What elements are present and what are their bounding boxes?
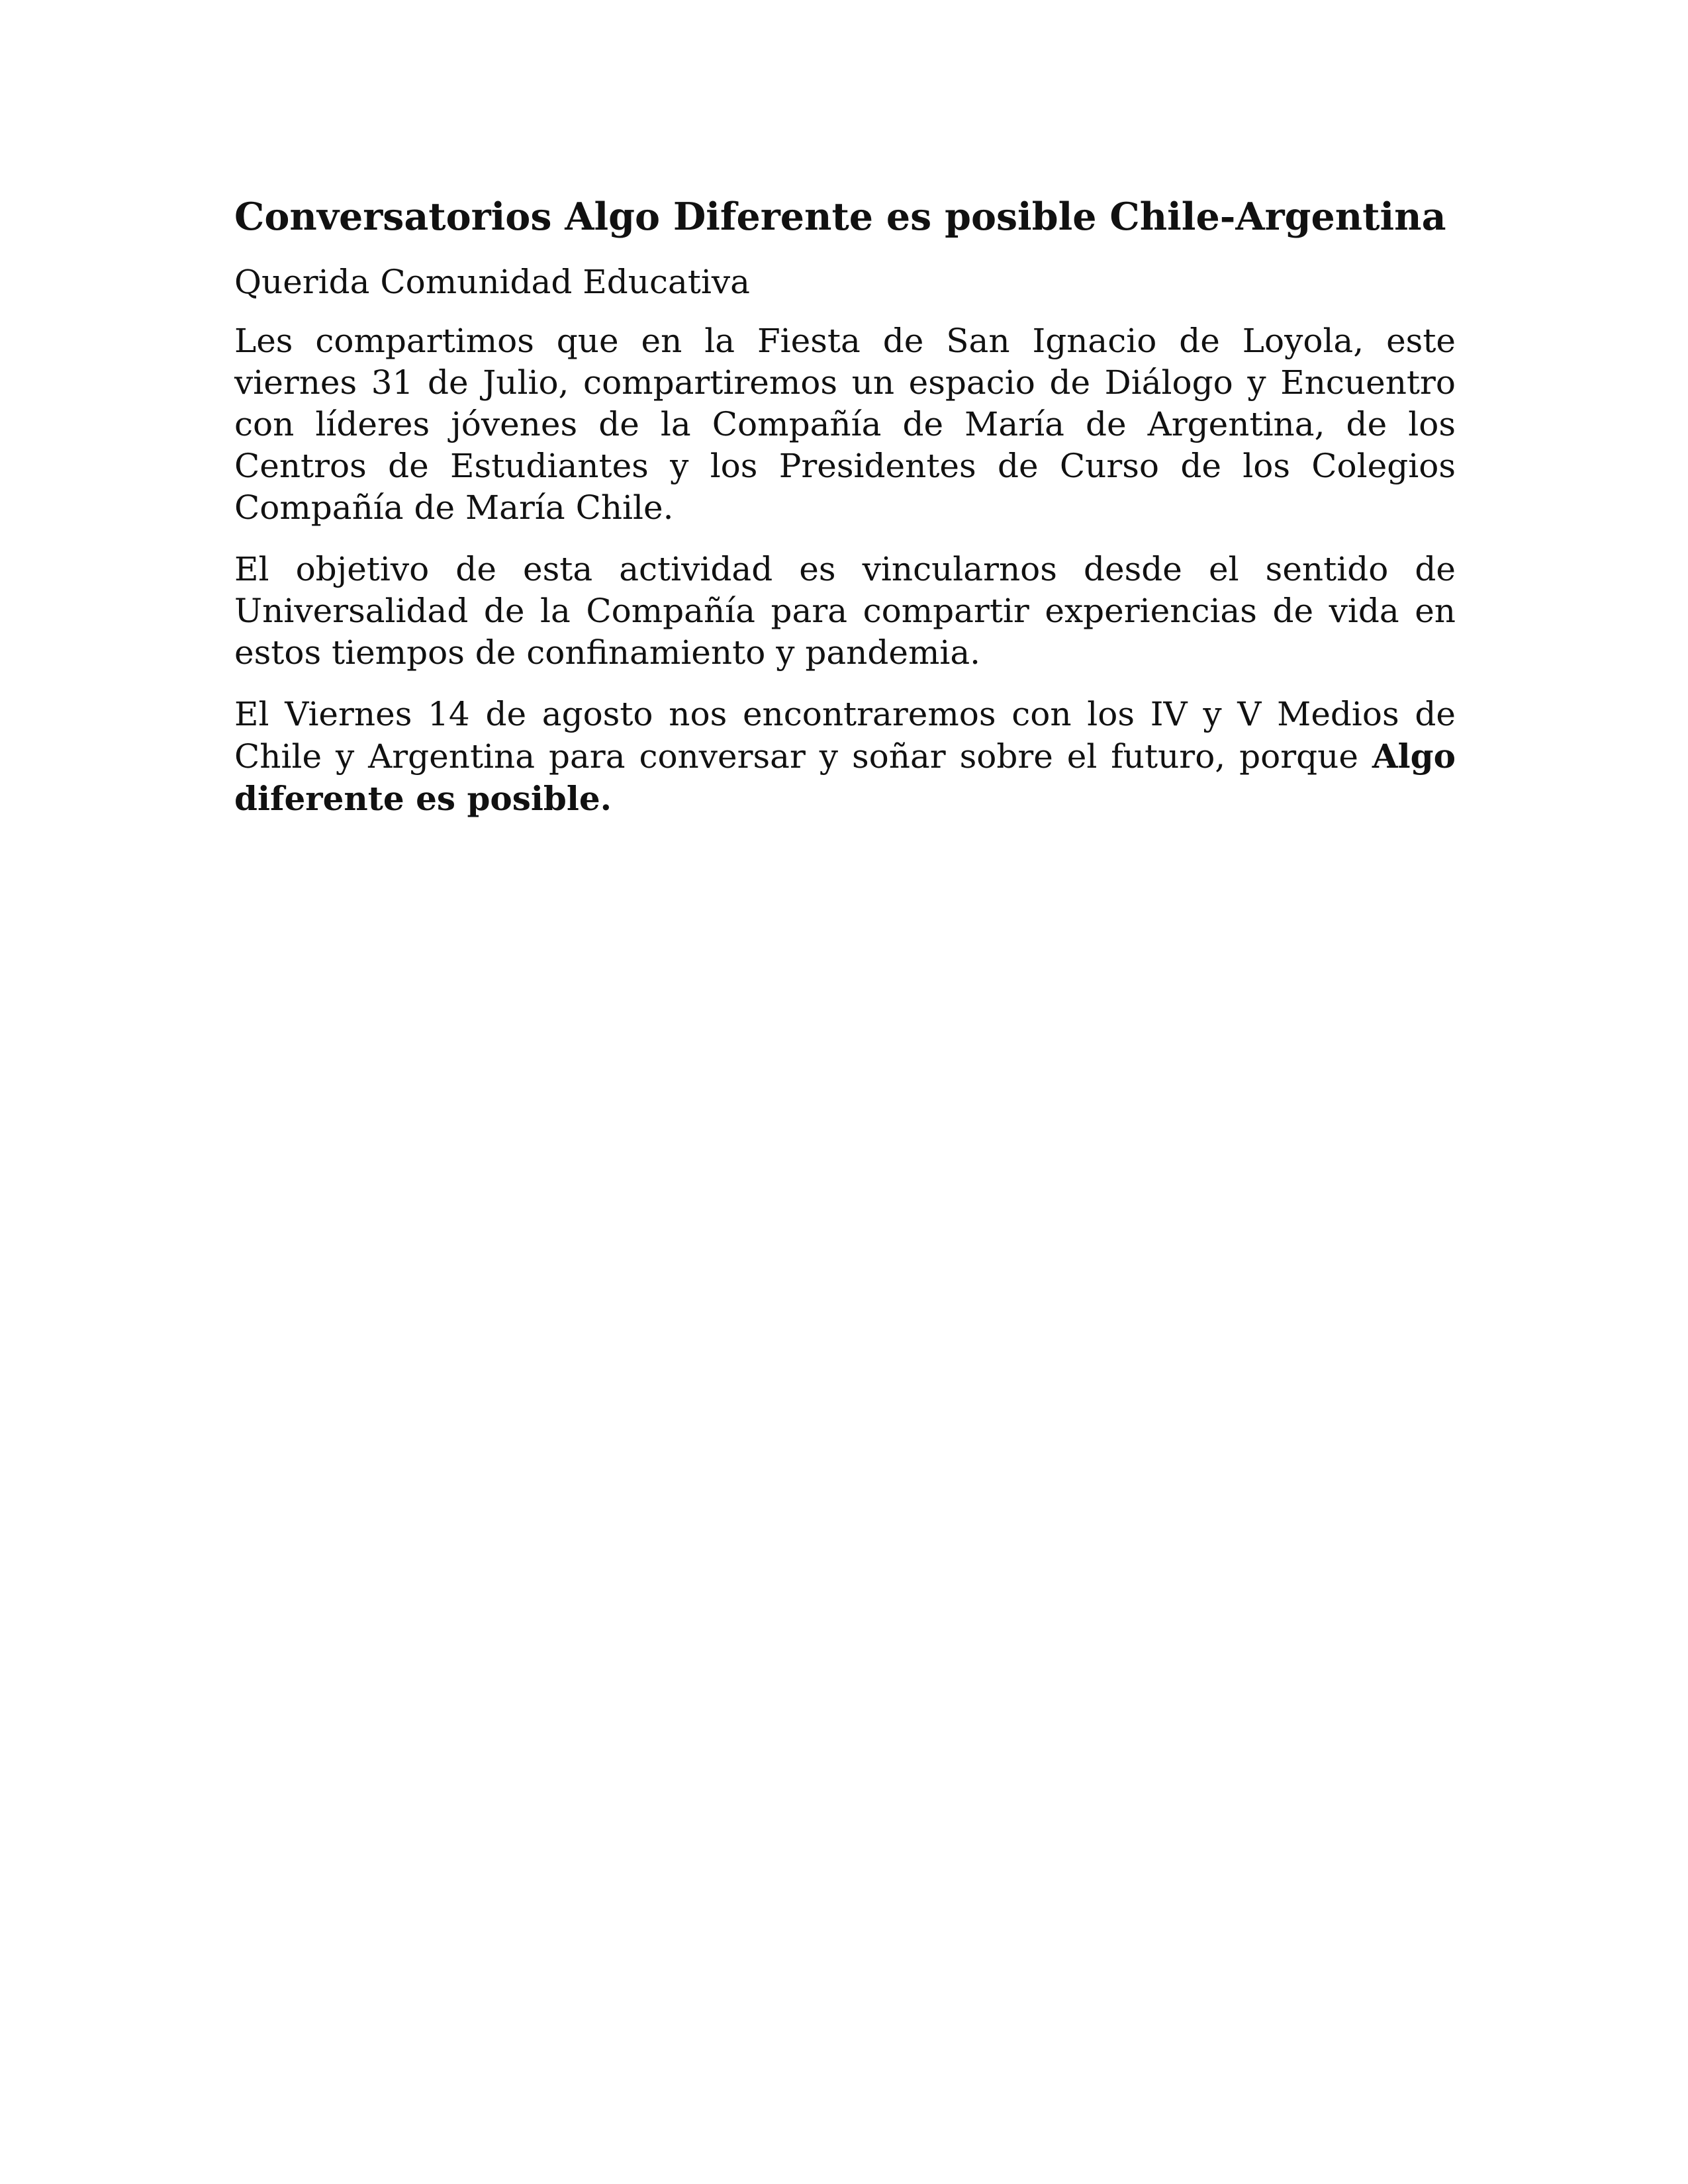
greeting: Querida Comunidad Educativa — [234, 263, 750, 301]
document-page — [234, 193, 1456, 840]
paragraph-objective: El objetivo de esta actividad es vincularnos desde el sentido de Universalidad de la Compañía para compartir experiencias de vida en estos tiempos de confinamiento y pandemia. — [234, 550, 1456, 672]
paragraph-meeting-text: El Viernes 14 de agosto nos encontraremos con los IV y V Medios de Chile y Argentina para conversar y soñar sobre el futuro, porque — [234, 695, 1456, 776]
paragraph-meeting-emphasis: Algo diferente es posible. — [234, 737, 1456, 818]
paragraph-meeting — [234, 694, 1456, 820]
document-title: Conversatorios Algo Diferente es posible Chile-Argentina — [234, 195, 1446, 239]
paragraph-intro: Les compartimos que en la Fiesta de San Ignacio de Loyola, este viernes 31 de Julio, compartiremos un espacio de Diálogo y Encuentro con líderes jóvenes de la Compañía de María de Argentina, de los Centros de Estudiantes y los Presidentes de Curso de los Colegios Compañía de María Chile. — [234, 322, 1456, 527]
